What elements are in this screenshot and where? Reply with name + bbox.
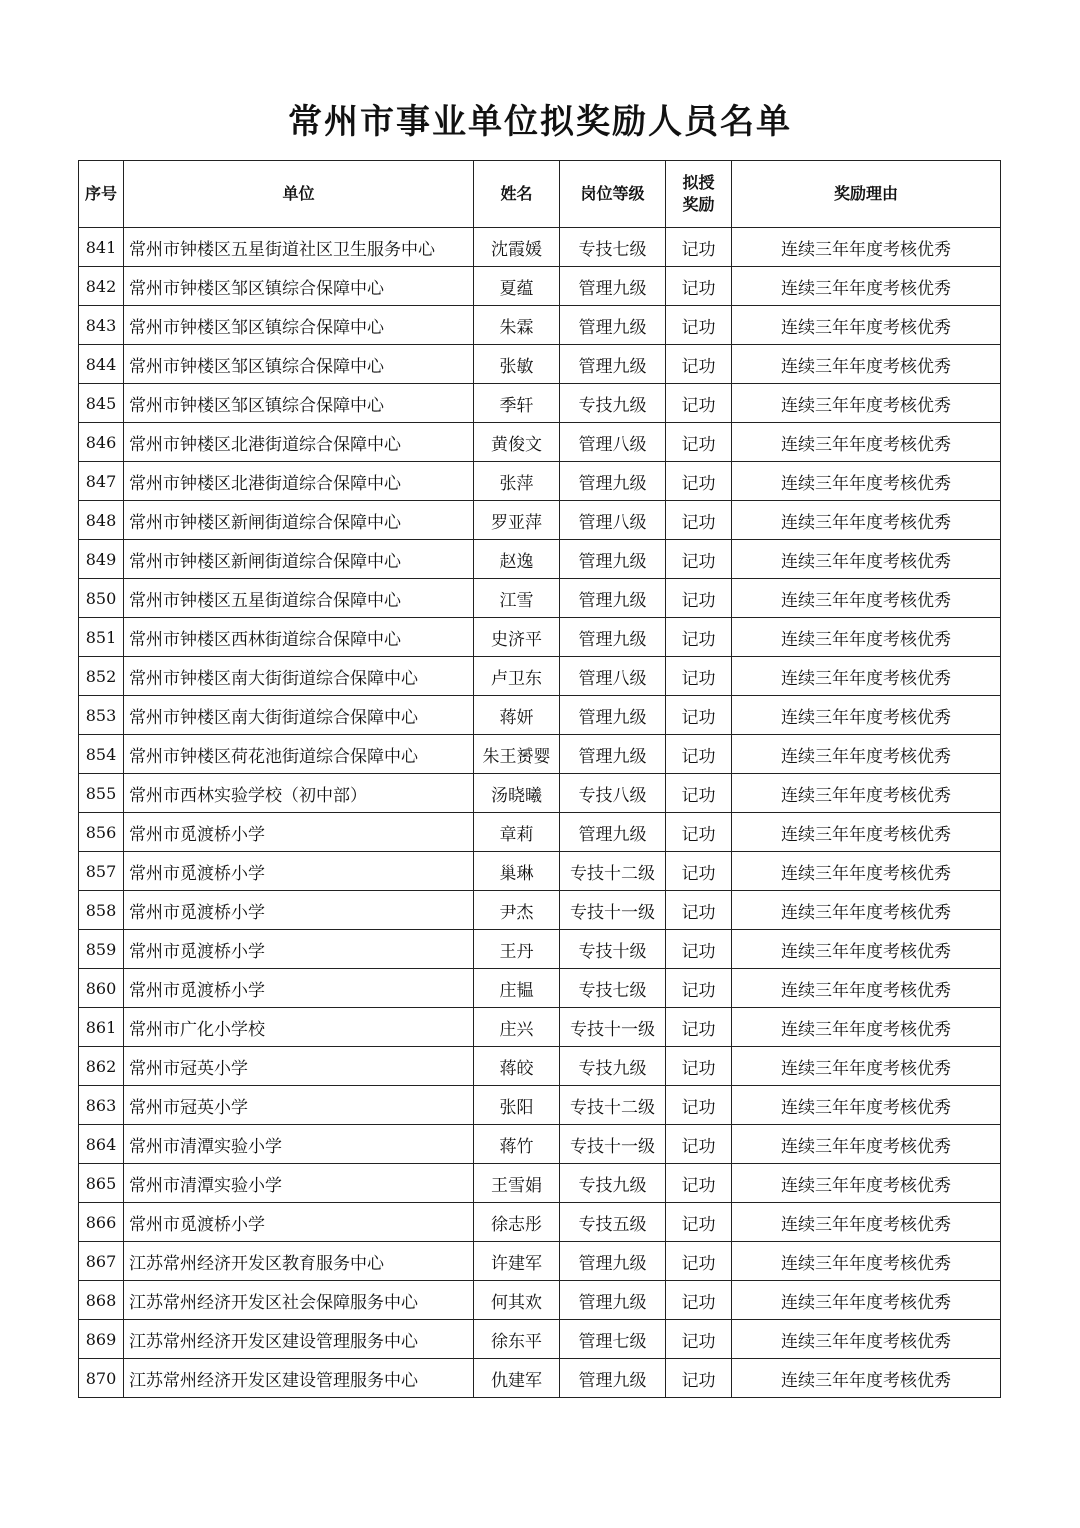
cell-award: 记功 [666,228,732,267]
cell-unit: 常州市觅渡桥小学 [124,969,474,1008]
cell-unit: 常州市觅渡桥小学 [124,813,474,852]
cell-award: 记功 [666,384,732,423]
cell-grade: 专技七级 [560,969,666,1008]
table-header-row [79,161,1001,228]
table-row [79,969,1001,1008]
cell-unit: 常州市钟楼区邹区镇综合保障中心 [124,267,474,306]
cell-grade: 管理八级 [560,501,666,540]
cell-reason: 连续三年年度考核优秀 [732,579,1001,618]
cell-reason: 连续三年年度考核优秀 [732,852,1001,891]
cell-unit: 常州市冠英小学 [124,1086,474,1125]
cell-name: 沈霞媛 [474,228,560,267]
cell-name: 江雪 [474,579,560,618]
cell-grade: 专技七级 [560,228,666,267]
cell-award: 记功 [666,1086,732,1125]
cell-reason: 连续三年年度考核优秀 [732,501,1001,540]
cell-reason: 连续三年年度考核优秀 [732,930,1001,969]
table-row [79,696,1001,735]
cell-award: 记功 [666,618,732,657]
cell-name: 章莉 [474,813,560,852]
table-row [79,1047,1001,1086]
cell-grade: 管理九级 [560,813,666,852]
cell-unit: 常州市广化小学校 [124,1008,474,1047]
cell-award: 记功 [666,267,732,306]
cell-reason: 连续三年年度考核优秀 [732,1047,1001,1086]
cell-index: 844 [79,345,124,384]
cell-index: 853 [79,696,124,735]
cell-unit: 常州市钟楼区邹区镇综合保障中心 [124,384,474,423]
cell-index: 852 [79,657,124,696]
cell-name: 巢琳 [474,852,560,891]
table-row [79,1008,1001,1047]
cell-reason: 连续三年年度考核优秀 [732,774,1001,813]
cell-index: 864 [79,1125,124,1164]
cell-award: 记功 [666,852,732,891]
cell-unit: 常州市钟楼区南大街街道综合保障中心 [124,696,474,735]
cell-unit: 常州市钟楼区邹区镇综合保障中心 [124,306,474,345]
cell-reason: 连续三年年度考核优秀 [732,1164,1001,1203]
cell-name: 蒋皎 [474,1047,560,1086]
award-roster-table [78,160,1001,1398]
cell-unit: 常州市觅渡桥小学 [124,1203,474,1242]
header-grade: 岗位等级 [560,161,666,228]
table-row [79,1281,1001,1320]
cell-reason: 连续三年年度考核优秀 [732,423,1001,462]
cell-name: 蒋竹 [474,1125,560,1164]
header-award-line1: 拟授 [682,173,715,192]
cell-name: 仇建军 [474,1359,560,1398]
table-row [79,1086,1001,1125]
page-title: 常州市事业单位拟奖励人员名单 [288,102,792,142]
cell-unit: 常州市觅渡桥小学 [124,891,474,930]
cell-award: 记功 [666,969,732,1008]
cell-grade: 专技十一级 [560,1008,666,1047]
cell-name: 庄兴 [474,1008,560,1047]
cell-grade: 管理九级 [560,306,666,345]
cell-grade: 管理九级 [560,1359,666,1398]
cell-grade: 专技九级 [560,384,666,423]
cell-unit: 常州市冠英小学 [124,1047,474,1086]
cell-index: 847 [79,462,124,501]
cell-reason: 连续三年年度考核优秀 [732,1359,1001,1398]
cell-name: 庄韫 [474,969,560,1008]
cell-unit: 常州市钟楼区新闸街道综合保障中心 [124,501,474,540]
cell-grade: 管理九级 [560,618,666,657]
cell-award: 记功 [666,1242,732,1281]
cell-name: 蒋妍 [474,696,560,735]
cell-index: 849 [79,540,124,579]
cell-reason: 连续三年年度考核优秀 [732,657,1001,696]
table-row [79,345,1001,384]
cell-award: 记功 [666,1008,732,1047]
cell-reason: 连续三年年度考核优秀 [732,267,1001,306]
cell-award: 记功 [666,1359,732,1398]
cell-index: 857 [79,852,124,891]
cell-unit: 常州市钟楼区西林街道综合保障中心 [124,618,474,657]
cell-name: 黄俊文 [474,423,560,462]
header-index: 序号 [79,161,124,228]
cell-unit: 常州市钟楼区邹区镇综合保障中心 [124,345,474,384]
cell-reason: 连续三年年度考核优秀 [732,462,1001,501]
cell-award: 记功 [666,657,732,696]
cell-index: 859 [79,930,124,969]
table-row [79,540,1001,579]
cell-grade: 管理九级 [560,1281,666,1320]
cell-grade: 管理九级 [560,267,666,306]
cell-grade: 管理九级 [560,579,666,618]
header-reason: 奖励理由 [732,161,1001,228]
cell-name: 王丹 [474,930,560,969]
table-row [79,618,1001,657]
cell-award: 记功 [666,1281,732,1320]
cell-index: 842 [79,267,124,306]
cell-grade: 管理八级 [560,423,666,462]
cell-reason: 连续三年年度考核优秀 [732,228,1001,267]
cell-index: 856 [79,813,124,852]
cell-grade: 专技九级 [560,1164,666,1203]
cell-index: 846 [79,423,124,462]
cell-grade: 管理九级 [560,540,666,579]
cell-grade: 管理九级 [560,462,666,501]
cell-award: 记功 [666,579,732,618]
cell-index: 851 [79,618,124,657]
cell-index: 867 [79,1242,124,1281]
table-row [79,267,1001,306]
cell-index: 848 [79,501,124,540]
cell-name: 尹杰 [474,891,560,930]
cell-unit: 常州市钟楼区五星街道综合保障中心 [124,579,474,618]
cell-reason: 连续三年年度考核优秀 [732,969,1001,1008]
cell-award: 记功 [666,1047,732,1086]
cell-reason: 连续三年年度考核优秀 [732,891,1001,930]
cell-index: 860 [79,969,124,1008]
cell-unit: 常州市钟楼区北港街道综合保障中心 [124,462,474,501]
cell-unit: 江苏常州经济开发区建设管理服务中心 [124,1359,474,1398]
cell-grade: 管理九级 [560,345,666,384]
cell-award: 记功 [666,462,732,501]
cell-index: 850 [79,579,124,618]
cell-name: 许建军 [474,1242,560,1281]
cell-reason: 连续三年年度考核优秀 [732,735,1001,774]
cell-award: 记功 [666,423,732,462]
cell-name: 徐东平 [474,1320,560,1359]
cell-name: 史济平 [474,618,560,657]
table-row [79,423,1001,462]
table-row [79,1320,1001,1359]
cell-name: 朱王赟婴 [474,735,560,774]
table-row [79,1359,1001,1398]
cell-unit: 江苏常州经济开发区建设管理服务中心 [124,1320,474,1359]
cell-grade: 管理九级 [560,735,666,774]
cell-unit: 常州市钟楼区新闸街道综合保障中心 [124,540,474,579]
cell-index: 845 [79,384,124,423]
table-row [79,852,1001,891]
cell-unit: 常州市西林实验学校（初中部） [124,774,474,813]
cell-name: 张萍 [474,462,560,501]
cell-reason: 连续三年年度考核优秀 [732,306,1001,345]
cell-name: 徐志彤 [474,1203,560,1242]
cell-grade: 专技九级 [560,1047,666,1086]
cell-name: 罗亚萍 [474,501,560,540]
cell-grade: 专技十二级 [560,852,666,891]
table-row [79,384,1001,423]
cell-index: 862 [79,1047,124,1086]
cell-grade: 专技五级 [560,1203,666,1242]
cell-reason: 连续三年年度考核优秀 [732,1281,1001,1320]
cell-reason: 连续三年年度考核优秀 [732,1008,1001,1047]
cell-index: 869 [79,1320,124,1359]
table-row [79,657,1001,696]
cell-name: 王雪娟 [474,1164,560,1203]
cell-award: 记功 [666,1320,732,1359]
table-row [79,1164,1001,1203]
table-row [79,891,1001,930]
header-name: 姓名 [474,161,560,228]
cell-unit: 常州市清潭实验小学 [124,1125,474,1164]
cell-reason: 连续三年年度考核优秀 [732,384,1001,423]
cell-name: 卢卫东 [474,657,560,696]
cell-index: 866 [79,1203,124,1242]
table-row [79,1242,1001,1281]
cell-unit: 常州市清潭实验小学 [124,1164,474,1203]
cell-index: 863 [79,1086,124,1125]
cell-reason: 连续三年年度考核优秀 [732,345,1001,384]
cell-reason: 连续三年年度考核优秀 [732,618,1001,657]
cell-index: 870 [79,1359,124,1398]
cell-index: 858 [79,891,124,930]
cell-grade: 管理九级 [560,696,666,735]
cell-grade: 管理九级 [560,1242,666,1281]
cell-reason: 连续三年年度考核优秀 [732,540,1001,579]
header-award [666,161,732,228]
cell-unit: 江苏常州经济开发区社会保障服务中心 [124,1281,474,1320]
cell-reason: 连续三年年度考核优秀 [732,1086,1001,1125]
table-row [79,735,1001,774]
cell-name: 季轩 [474,384,560,423]
cell-reason: 连续三年年度考核优秀 [732,1203,1001,1242]
cell-index: 855 [79,774,124,813]
cell-grade: 专技十级 [560,930,666,969]
cell-name: 朱霖 [474,306,560,345]
table-row [79,462,1001,501]
cell-award: 记功 [666,540,732,579]
cell-award: 记功 [666,735,732,774]
cell-unit: 常州市觅渡桥小学 [124,852,474,891]
cell-unit: 江苏常州经济开发区教育服务中心 [124,1242,474,1281]
cell-reason: 连续三年年度考核优秀 [732,1320,1001,1359]
header-award-line2: 奖励 [682,195,715,214]
cell-index: 865 [79,1164,124,1203]
cell-unit: 常州市钟楼区荷花池街道综合保障中心 [124,735,474,774]
table-row [79,774,1001,813]
cell-award: 记功 [666,345,732,384]
cell-grade: 专技十二级 [560,1086,666,1125]
cell-reason: 连续三年年度考核优秀 [732,696,1001,735]
cell-name: 汤晓曦 [474,774,560,813]
table-row [79,813,1001,852]
cell-award: 记功 [666,696,732,735]
cell-index: 854 [79,735,124,774]
cell-unit: 常州市钟楼区五星街道社区卫生服务中心 [124,228,474,267]
cell-award: 记功 [666,306,732,345]
cell-name: 赵逸 [474,540,560,579]
table-row [79,1203,1001,1242]
table-row [79,1125,1001,1164]
cell-index: 868 [79,1281,124,1320]
cell-reason: 连续三年年度考核优秀 [732,1125,1001,1164]
cell-award: 记功 [666,774,732,813]
cell-award: 记功 [666,1125,732,1164]
cell-reason: 连续三年年度考核优秀 [732,813,1001,852]
table-row [79,930,1001,969]
cell-unit: 常州市觅渡桥小学 [124,930,474,969]
cell-award: 记功 [666,1203,732,1242]
cell-award: 记功 [666,891,732,930]
cell-award: 记功 [666,1164,732,1203]
cell-reason: 连续三年年度考核优秀 [732,1242,1001,1281]
header-unit: 单位 [124,161,474,228]
cell-index: 861 [79,1008,124,1047]
table-row [79,579,1001,618]
table-body [79,228,1001,1398]
cell-unit: 常州市钟楼区北港街道综合保障中心 [124,423,474,462]
cell-grade: 专技十一级 [560,891,666,930]
cell-name: 张敏 [474,345,560,384]
table-row [79,306,1001,345]
cell-grade: 管理八级 [560,657,666,696]
table-row [79,228,1001,267]
cell-award: 记功 [666,501,732,540]
cell-award: 记功 [666,930,732,969]
cell-index: 843 [79,306,124,345]
cell-name: 何其欢 [474,1281,560,1320]
cell-index: 841 [79,228,124,267]
cell-name: 夏蕴 [474,267,560,306]
cell-grade: 专技八级 [560,774,666,813]
cell-grade: 专技十一级 [560,1125,666,1164]
cell-award: 记功 [666,813,732,852]
cell-grade: 管理七级 [560,1320,666,1359]
cell-name: 张阳 [474,1086,560,1125]
table-row [79,501,1001,540]
cell-unit: 常州市钟楼区南大街街道综合保障中心 [124,657,474,696]
